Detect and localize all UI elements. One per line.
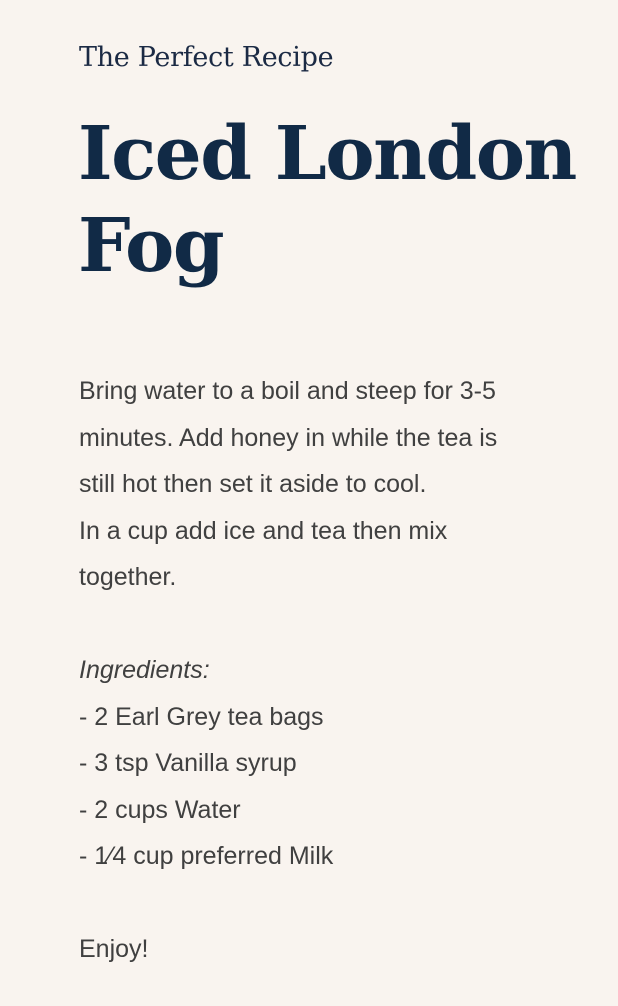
paragraph-gap <box>79 601 599 648</box>
ingredient-item: - 3 tsp Vanilla syrup <box>79 749 297 777</box>
instruction-line: In a cup add ice and tea then mix <box>79 516 448 545</box>
ingredient-item: - 1⁄4 cup preferred Milk <box>79 842 334 870</box>
recipe-body <box>79 368 599 973</box>
recipe-kicker: The Perfect Recipe <box>79 42 334 73</box>
instruction-line: Bring water to a boil and steep for 3-5 <box>79 377 496 405</box>
instruction-line: still hot then set it aside to cool. <box>79 470 427 498</box>
recipe-title: Iced London Fog <box>78 111 576 289</box>
paragraph-gap <box>79 880 599 927</box>
ingredient-item: - 2 Earl Grey tea bags <box>79 702 324 731</box>
ingredient-item: - 2 cups Water <box>79 795 241 824</box>
instruction-line: minutes. Add honey in while the tea is <box>79 423 498 452</box>
instruction-line: together. <box>79 563 177 591</box>
ingredients-label: Ingredients: <box>79 656 210 684</box>
closing-text: Enjoy! <box>79 935 149 963</box>
